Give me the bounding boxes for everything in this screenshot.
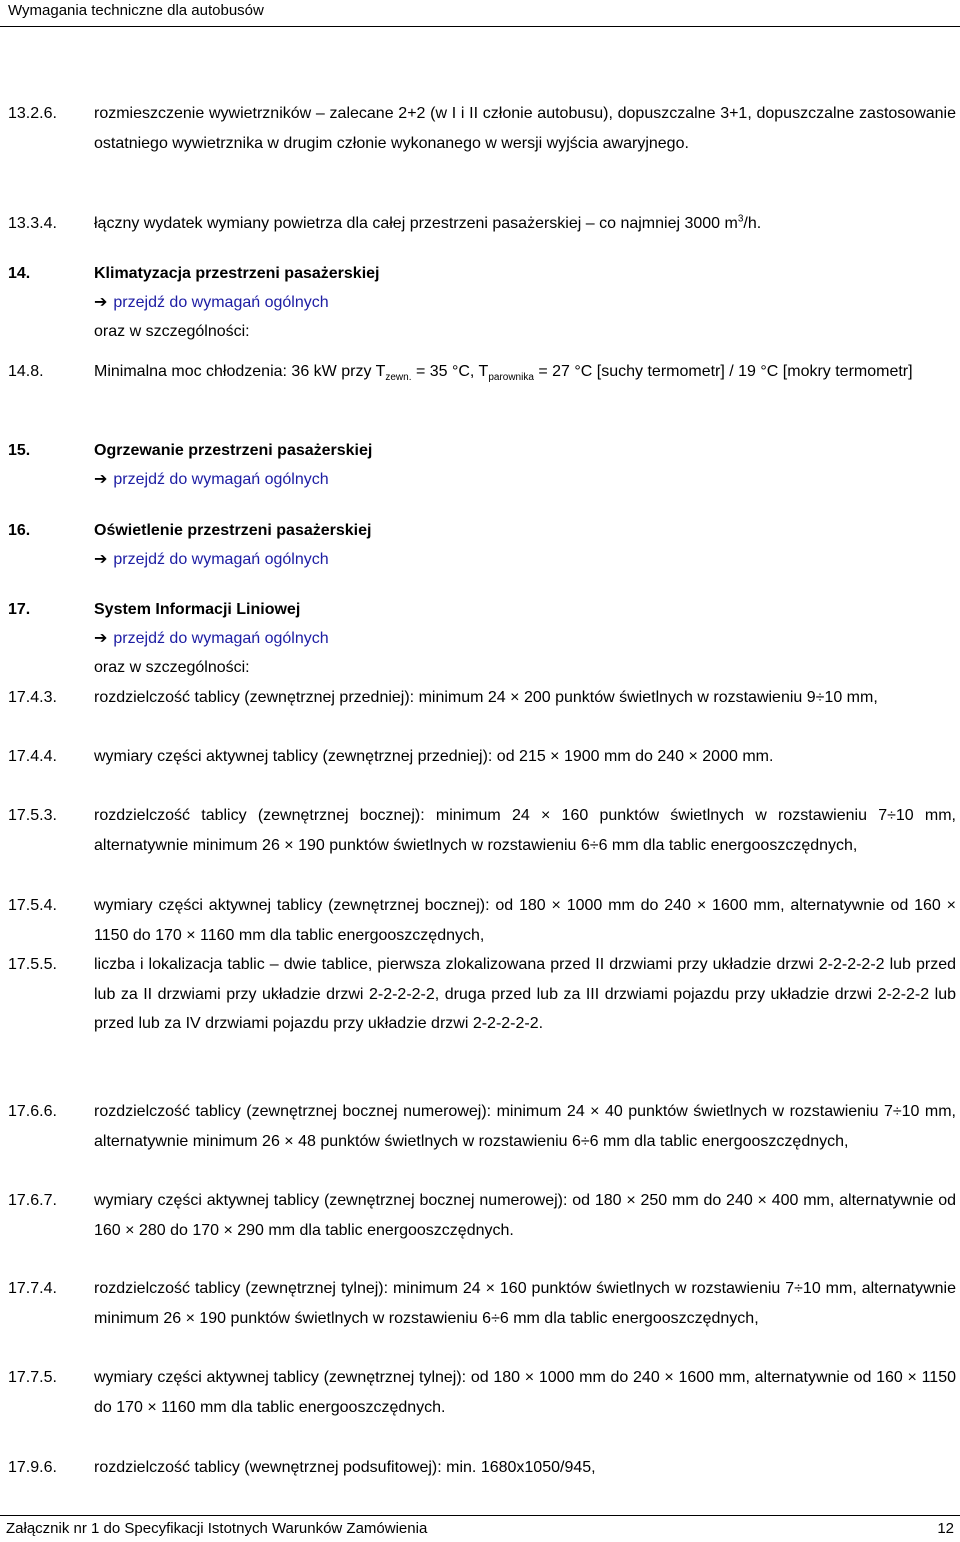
page-footer — [0, 1515, 960, 1542]
goto-link-text[interactable]: przejdź do wymagań ogólnych — [113, 630, 329, 647]
section-title: System Informacji Liniowej — [94, 601, 301, 618]
item-text: rozdzielczość tablicy (zewnętrznej bocznej): minimum 24 × 160 punktów świetlnych w rozstawieniu 7÷10 mm, alternatywnie minimum 26 × 190 punktów świetlnych w rozstawieniu 6÷6 mm dla tablic energooszczędnych, — [94, 807, 956, 854]
item-text: rozdzielczość tablicy (wewnętrznej podsufitowej): min. 1680x1050/945, — [94, 1459, 596, 1476]
item-text: łączny wydatek wymiany powietrza dla całej przestrzeni pasażerskiej – co najmniej 3000 $m^3/h$. — [94, 213, 762, 232]
item-number: 17.4.3. — [8, 689, 57, 706]
item-number: 14.8. — [8, 363, 44, 380]
goto-link-text[interactable]: przejdź do wymagań ogólnych — [113, 294, 329, 311]
goto-link-text[interactable]: przejdź do wymagań ogólnych — [113, 471, 329, 488]
item-text: rozdzielczość tablicy (zewnętrznej bocznej numerowej): minimum 24 × 40 punktów świetlnych w rozstawieniu 7÷10 mm, alternatywnie minimum 26 × 48 punktów świetlnych w rozstawieniu 6÷6 mm dla tablic energooszczędnych, — [94, 1103, 956, 1150]
item-text: wymiary części aktywnej tablicy (zewnętrznej bocznej): od 180 × 1000 mm do 240 × 1600 mm, alternatywnie od 160 × 1150 do 170 × 1160 mm dla tablic energooszczędnych, — [94, 897, 956, 944]
item-number: 17.7.4. — [8, 1280, 57, 1297]
section-title: Ogrzewanie przestrzeni pasażerskiej — [94, 442, 373, 459]
section-number: 17. — [8, 601, 31, 618]
arrow-right-icon: ➔ — [94, 294, 108, 311]
item-number: 17.5.5. — [8, 956, 57, 973]
section-number: 16. — [8, 522, 31, 539]
arrow-right-icon: ➔ — [94, 471, 108, 488]
item-number: 17.5.4. — [8, 897, 57, 914]
item-text: wymiary części aktywnej tablicy (zewnętrznej tylnej): od 180 × 1000 mm do 240 × 1600 mm, alternatywnie od 160 × 1150 do 170 × 1160 mm dla tablic energooszczędnych. — [94, 1369, 956, 1416]
item-number: 13.3.4. — [8, 215, 57, 232]
section-title: Oświetlenie przestrzeni pasażerskiej — [94, 522, 372, 539]
item-text: rozmieszczenie wywietrzników – zalecane 2+2 (w I i II członie autobusu), dopuszczalne 3+1, dopuszczalne zastosowanie ostatniego wywietrznika w drugim członie wykonanego w wersji wyjścia awaryjnego. — [94, 105, 956, 152]
item-number: 13.2.6. — [8, 105, 57, 122]
item-number: 17.9.6. — [8, 1459, 57, 1476]
item-text: wymiary części aktywnej tablicy (zewnętrznej bocznej numerowej): od 180 × 250 mm do 240 × 400 mm, alternatywnie od 160 × 280 do 170 × 290 mm dla tablic energooszczędnych. — [94, 1192, 956, 1239]
item-number: 17.5.3. — [8, 807, 57, 824]
footer-text: Załącznik nr 1 do Specyfikacji Istotnych Warunków Zamówienia — [6, 1520, 428, 1537]
header-title: Wymagania techniczne dla autobusów — [8, 2, 264, 19]
item-text: rozdzielczość tablicy (zewnętrznej przedniej): minimum 24 × 200 punktów świetlnych w rozstawieniu 9÷10 mm, — [94, 689, 878, 706]
item-text: liczba i lokalizacja tablic – dwie tablice, pierwsza zlokalizowana przed II drzwiami przy układzie drzwi 2-2-2-2-2 lub przed lub za II drzwiami przy układzie drzwi 2-2-2-2-2, druga przed lub za III drzwiami pojazdu przy układzie drzwi 2-2-2-2 lub przed lub za IV drzwiami pojazdu przy układzie drzwi 2-2-2-2-2. — [94, 956, 956, 1032]
item-number: 17.6.6. — [8, 1103, 57, 1120]
arrow-right-icon: ➔ — [94, 630, 108, 647]
page-number: 12 — [937, 1520, 954, 1537]
arrow-right-icon: ➔ — [94, 551, 108, 568]
section-number: 15. — [8, 442, 31, 459]
section-title: Klimatyzacja przestrzeni pasażerskiej — [94, 265, 380, 282]
item-text: rozdzielczość tablicy (zewnętrznej tylnej): minimum 24 × 160 punktów świetlnych w rozstawieniu 7÷10 mm, alternatywnie minimum 26 × 190 punktów świetlnych w rozstawieniu 6÷6 mm dla tablic energooszczędnych, — [94, 1280, 956, 1327]
section-number: 14. — [8, 265, 31, 282]
item-text: wymiary części aktywnej tablicy (zewnętrznej przedniej): od 215 × 1900 mm do 240 × 2000 mm. — [94, 748, 774, 765]
item-number: 17.7.5. — [8, 1369, 57, 1386]
item-text: Minimalna moc chłodzenia: 36 kW przy $T_{zewn.} = 35$ °C, $T_{parownika} = 27$ °C [suchy termometr] / 19 °C [mokry termometr] — [94, 363, 913, 384]
item-number: 17.6.7. — [8, 1192, 57, 1209]
item-number: 17.4.4. — [8, 748, 57, 765]
page-header — [0, 0, 960, 27]
goto-link-text[interactable]: przejdź do wymagań ogólnych — [113, 551, 329, 568]
